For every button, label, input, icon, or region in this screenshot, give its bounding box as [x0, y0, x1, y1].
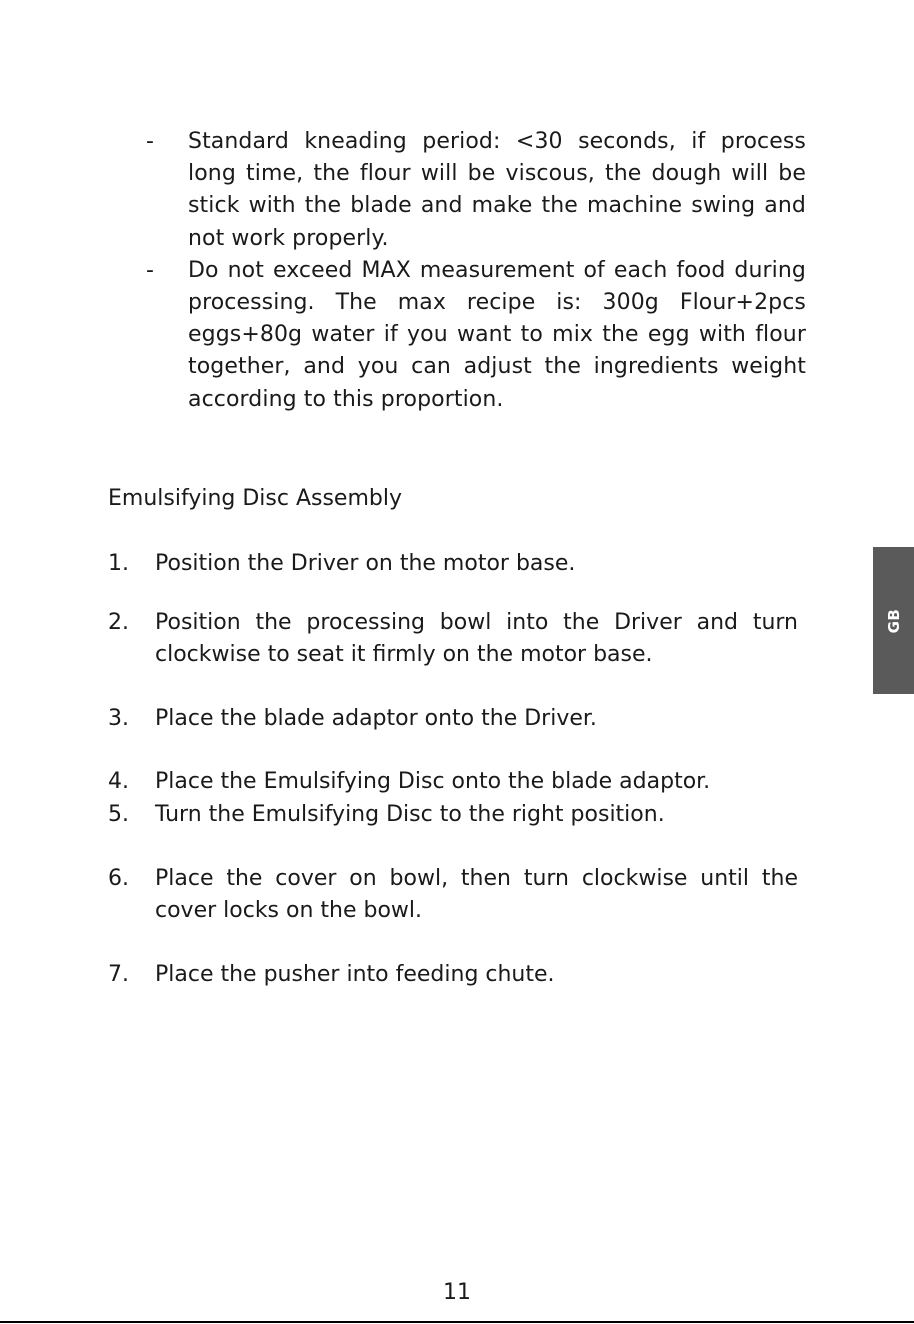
note-text: Do not exceed MAX measurement of each food during processing. The max recipe is: 300g Flour+2pcs eggs+80g water if you want to mix the egg with flour together, and you can adjust the ingredients weight according to this proportion.: [188, 257, 806, 412]
step-text: Turn the Emulsifying Disc to the right position.: [155, 802, 665, 827]
note-item: [146, 126, 806, 255]
step-number: 3.: [108, 706, 129, 731]
note-item: [146, 255, 806, 416]
step-number: 7.: [108, 962, 129, 987]
language-tab: [873, 547, 914, 694]
notes-list: [146, 126, 806, 416]
step-text: Place the blade adaptor onto the Driver.: [155, 706, 597, 731]
page-number: 11: [443, 1280, 471, 1305]
step-text: Position the processing bowl into the Driver and turn clockwise to seat it firmly on the motor base.: [155, 610, 798, 668]
step-item: [108, 548, 798, 580]
language-tab-label: GB: [884, 608, 903, 633]
step-item: [108, 703, 798, 735]
step-item: [108, 959, 798, 991]
step-number: 2.: [108, 610, 129, 635]
step-number: 6.: [108, 866, 129, 891]
dash-bullet: -: [146, 129, 155, 154]
step-text: Place the pusher into feeding chute.: [155, 962, 555, 987]
step-item: [108, 799, 798, 831]
step-text: Position the Driver on the motor base.: [155, 551, 576, 576]
step-item: [108, 766, 798, 798]
step-text: Place the Emulsifying Disc onto the blade adaptor.: [155, 769, 711, 794]
dash-bullet: -: [146, 257, 155, 283]
note-text: Standard kneading period: <30 seconds, if process long time, the flour will be viscous, the dough will be stick with the blade and make the machine swing and not work properly.: [188, 129, 806, 251]
step-number: 4.: [108, 769, 129, 794]
step-text: Place the cover on bowl, then turn clockwise until the cover locks on the bowl.: [155, 866, 798, 924]
step-number: 5.: [108, 802, 129, 827]
step-item: [108, 863, 798, 927]
section-title: Emulsifying Disc Assembly: [108, 486, 402, 511]
step-item: [108, 607, 798, 671]
step-number: 1.: [108, 551, 129, 576]
bottom-divider: [0, 1321, 914, 1323]
